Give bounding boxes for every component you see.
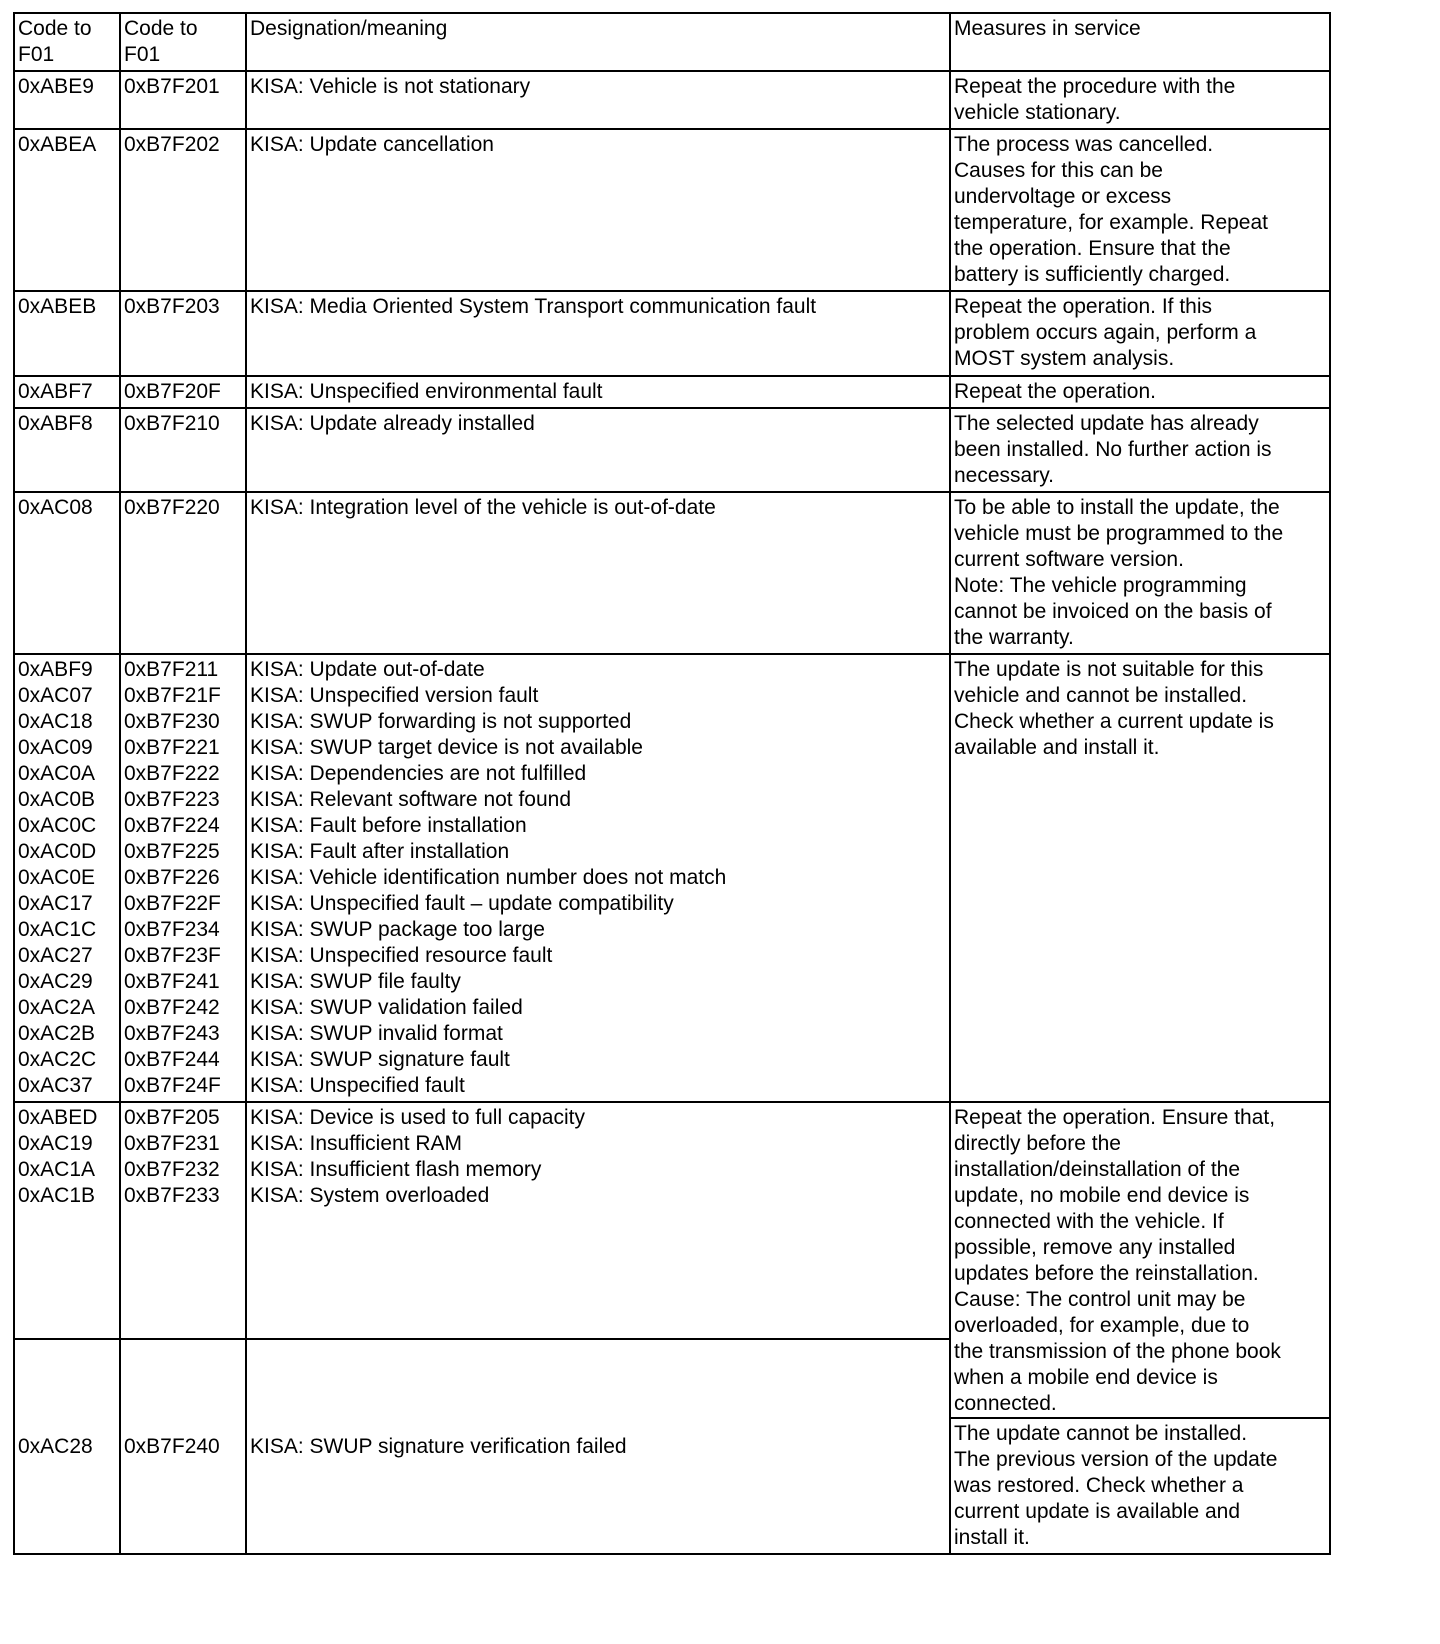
code-text: 0xB7F210: [124, 412, 220, 435]
code-text: 0xB7F226: [124, 866, 220, 889]
designation-text: KISA: SWUP package too large: [250, 918, 545, 941]
cell-code-b: [119, 290, 247, 377]
code-text: 0xAC28: [18, 1434, 93, 1458]
cell-designation: [245, 491, 951, 655]
code-text: 0xAC07: [18, 684, 93, 707]
designation-text: KISA: SWUP invalid format: [250, 1022, 503, 1045]
code-text: 0xAC0C: [18, 814, 97, 837]
code-text: 0xAC08: [18, 496, 93, 519]
cell-designation: [245, 653, 951, 1103]
code-text: 0xAC19: [18, 1132, 93, 1155]
code-text: 0xB7F244: [124, 1048, 220, 1071]
code-text: 0xAC09: [18, 736, 93, 759]
code-text: 0xB7F22F: [124, 892, 221, 915]
designation-text: KISA: Unspecified environmental fault: [250, 380, 603, 403]
code-text: 0xB7F20F: [124, 380, 221, 403]
designation-text: KISA: SWUP signature verification failed: [250, 1434, 627, 1458]
designation-text: KISA: SWUP signature fault: [250, 1048, 510, 1071]
code-text: 0xAC0E: [18, 866, 96, 889]
cell-measures: The update is not suitable for this vehicle and cannot be installed. Check whether a current update is available and install it.: [949, 653, 1331, 1103]
designation-text: KISA: Relevant software not found: [250, 788, 572, 811]
code-text: 0xAC1A: [18, 1158, 96, 1181]
cell-code-b: [119, 375, 247, 409]
code-text: 0xB7F24F: [124, 1074, 221, 1097]
designation-text: KISA: Vehicle is not stationary: [250, 75, 531, 98]
cell-code-a: [13, 290, 121, 377]
cell-code-b: [119, 653, 247, 1103]
code-text: 0xB7F223: [124, 788, 220, 811]
cell-code-a: [13, 70, 121, 130]
cell-measures: The selected update has already been installed. No further action is necessary.: [949, 407, 1331, 493]
cell-code-b: [119, 407, 247, 493]
designation-text: KISA: Dependencies are not fulfilled: [250, 762, 587, 785]
designation-text: KISA: SWUP validation failed: [250, 996, 523, 1019]
header-designation: Designation/meaning: [245, 12, 951, 72]
designation-text: KISA: System overloaded: [250, 1184, 490, 1207]
designation-text: KISA: Insufficient flash memory: [250, 1158, 542, 1181]
cell-designation: [245, 1101, 951, 1340]
cell-measures: To be able to install the update, the vehicle must be programmed to the current software version. Note: The vehicle programming cannot be invoiced on the basis of the warranty.: [949, 491, 1331, 655]
cell-designation: [245, 128, 951, 292]
code-text: 0xABEA: [18, 133, 97, 156]
code-text: 0xAC29: [18, 970, 93, 993]
designation-text: KISA: Media Oriented System Transport communication fault: [250, 295, 817, 318]
code-text: 0xB7F225: [124, 840, 220, 863]
cell-designation: [245, 70, 951, 130]
cell-code-a: [13, 653, 121, 1103]
code-text: 0xAC0D: [18, 840, 97, 863]
code-text: 0xAC0B: [18, 788, 96, 811]
code-text: 0xAC2A: [18, 996, 96, 1019]
header-measures: Measures in service: [949, 12, 1331, 72]
designation-text: KISA: Update cancellation: [250, 133, 494, 156]
designation-text: KISA: Unspecified version fault: [250, 684, 539, 707]
code-text: 0xB7F242: [124, 996, 220, 1019]
cell-code-b: [119, 491, 247, 655]
code-text: 0xB7F234: [124, 918, 220, 941]
code-text: 0xB7F232: [124, 1158, 220, 1181]
code-text: 0xAC2B: [18, 1022, 96, 1045]
code-text: 0xAC27: [18, 944, 93, 967]
code-text: 0xB7F230: [124, 710, 220, 733]
code-text: 0xB7F205: [124, 1106, 220, 1129]
cell-measures: Repeat the operation. Ensure that, directly before the installation/deinstallation of the update, no mobile end device is connected with the vehicle. If possible, remove any installed updates before the reinstallation. Cause: The control unit may be overloaded, for example, due to the transmission of the phone book when a mobile end device is connected.: [949, 1101, 1331, 1419]
code-text: 0xB7F241: [124, 970, 220, 993]
header-code-b: Code to F01: [119, 12, 247, 72]
code-text: 0xAC18: [18, 710, 93, 733]
designation-text: KISA: Unspecified resource fault: [250, 944, 553, 967]
code-text: 0xB7F231: [124, 1132, 220, 1155]
cell-code-a: [13, 375, 121, 409]
code-text: 0xB7F240: [124, 1434, 220, 1458]
code-text: 0xB7F23F: [124, 944, 221, 967]
header-code-a: Code to F01: [13, 12, 121, 72]
code-text: 0xABED: [18, 1106, 98, 1129]
code-text: 0xAC1B: [18, 1184, 96, 1207]
cell-designation: [245, 407, 951, 493]
cell-code-a: [13, 407, 121, 493]
code-text: 0xB7F220: [124, 496, 220, 519]
code-text: 0xB7F211: [124, 658, 219, 681]
designation-text: KISA: Insufficient RAM: [250, 1132, 463, 1155]
cell-code-b: [119, 1101, 247, 1340]
code-text: 0xABF8: [18, 412, 93, 435]
designation-text: KISA: Fault after installation: [250, 840, 510, 863]
cell-measures: Repeat the procedure with the vehicle stationary.: [949, 70, 1331, 130]
code-text: 0xAC0A: [18, 762, 96, 785]
code-text: 0xB7F243: [124, 1022, 220, 1045]
cell-designation: [245, 290, 951, 377]
code-text: 0xB7F203: [124, 295, 220, 318]
cell-measures: Repeat the operation.: [949, 375, 1331, 409]
designation-text: KISA: SWUP file faulty: [250, 970, 461, 993]
designation-text: KISA: Update already installed: [250, 412, 535, 435]
code-text: 0xB7F222: [124, 762, 220, 785]
code-text: 0xB7F224: [124, 814, 220, 837]
code-text: 0xAC17: [18, 892, 93, 915]
code-text: 0xB7F221: [124, 736, 220, 759]
code-text: 0xB7F21F: [124, 684, 221, 707]
code-text: 0xABF9: [18, 658, 93, 681]
designation-text: KISA: Unspecified fault: [250, 1074, 465, 1097]
code-text: 0xAC1C: [18, 918, 97, 941]
designation-text: KISA: Unspecified fault – update compatibility: [250, 892, 674, 915]
code-text: 0xB7F233: [124, 1184, 220, 1207]
cell-designation: [245, 1338, 951, 1555]
cell-code-b: [119, 128, 247, 292]
designation-text: KISA: Vehicle identification number does not match: [250, 866, 727, 889]
cell-code-a: [13, 128, 121, 292]
code-text: 0xB7F202: [124, 133, 220, 156]
designation-text: KISA: Fault before installation: [250, 814, 527, 837]
code-text: 0xAC37: [18, 1074, 93, 1097]
cell-measures: Repeat the operation. If this problem occurs again, perform a MOST system analysis.: [949, 290, 1331, 377]
designation-text: KISA: Integration level of the vehicle is out-of-date: [250, 496, 716, 519]
code-text: 0xABE9: [18, 75, 94, 98]
code-text: 0xAC2C: [18, 1048, 97, 1071]
cell-measures: The process was cancelled. Causes for this can be undervoltage or excess temperature, for example. Repeat the operation. Ensure that the battery is sufficiently charged.: [949, 128, 1331, 292]
cell-designation: [245, 375, 951, 409]
code-text: 0xABEB: [18, 295, 97, 318]
cell-code-b: [119, 1338, 247, 1555]
cell-code-b: [119, 70, 247, 130]
code-text: 0xABF7: [18, 380, 93, 403]
code-text: 0xB7F201: [124, 75, 220, 98]
cell-code-a: [13, 491, 121, 655]
cell-code-a: [13, 1338, 121, 1555]
designation-text: KISA: Device is used to full capacity: [250, 1106, 585, 1129]
cell-measures: The update cannot be installed. The previous version of the update was restored. Check whether a current update is available and install it.: [949, 1417, 1331, 1555]
designation-text: KISA: SWUP forwarding is not supported: [250, 710, 632, 733]
designation-text: KISA: SWUP target device is not available: [250, 736, 643, 759]
designation-text: KISA: Update out-of-date: [250, 658, 485, 681]
cell-code-a: [13, 1101, 121, 1340]
